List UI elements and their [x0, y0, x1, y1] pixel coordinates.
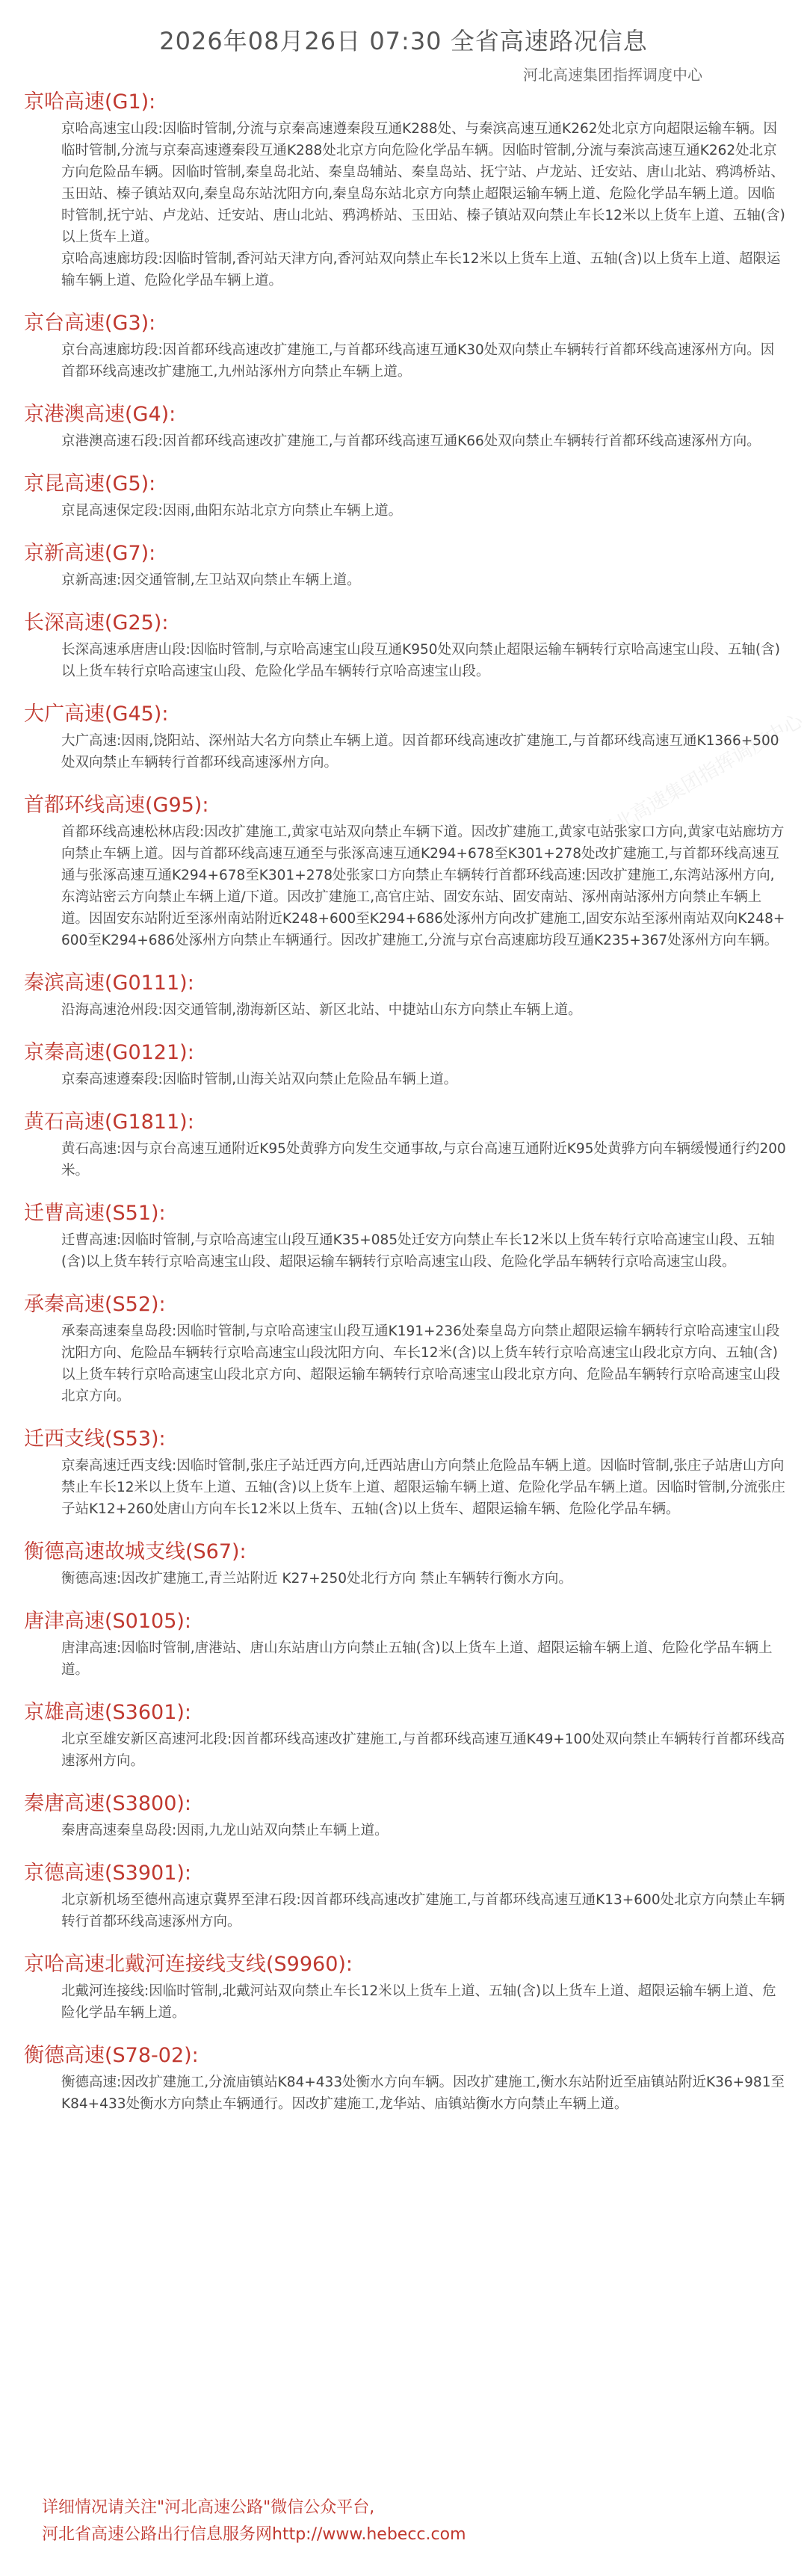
road-section: [24, 700, 786, 773]
road-name: 承秦高速(S52):: [24, 1293, 166, 1316]
road-name: 京秦高速(G0121):: [24, 1041, 194, 1064]
road-name: 京哈高速(G1):: [24, 90, 156, 114]
road-segment-notice: 京港澳高速石段:因首都环线高速改扩建施工,与首都环线高速互通K66处双向禁止车辆转行首都环线高速涿州方向。: [61, 433, 761, 449]
road-segment-notice: 唐津高速:因临时管制,唐港站、唐山东站唐山方向禁止五轴(含)以上货车上道、超限运输车辆上道、危险化学品车辆上道。: [61, 1640, 773, 1678]
road-segment-notice: 承秦高速秦皇岛段:因临时管制,与京哈高速宝山段互通K191+236处秦皇岛方向禁止超限运输车辆转行京哈高速宝山段沈阳方向、危险品车辆转行京哈高速宝山段沈阳方向、车长12米(含)以上货车转行京哈高速宝山段北京方向、五轴(含)以上货车转行京哈高速宝山段北京方向、超限运输车辆转行京哈高速宝山段北京方向、危险品车辆转行京哈高速宝山段北京方向。: [61, 1323, 781, 1404]
road-name: 衡德高速(S78-02):: [24, 2044, 199, 2067]
road-section: [24, 1607, 786, 1681]
watermark-text: 河北高速集团指挥调度中心: [593, 709, 807, 846]
road-name: 京德高速(S3901):: [24, 1862, 192, 1885]
road-name: 唐津高速(S0105):: [24, 1610, 192, 1633]
road-section: [24, 470, 786, 522]
road-section: [24, 1699, 786, 1772]
page-title: 2026年08月26日 07:30 全省高速路况信息: [159, 27, 648, 55]
road-name: 京台高速(G3):: [24, 312, 156, 335]
road-name: 京昆高速(G5):: [24, 472, 156, 495]
road-segment-notice: 长深高速承唐唐山段:因临时管制,与京哈高速宝山段互通K950处双向禁止超限运输车辆转行京哈高速宝山段、五轴(含)以上货车转行京哈高速宝山段、危险化学品车辆转行京哈高速宝山段。: [61, 642, 780, 679]
road-section: [24, 1039, 786, 1090]
road-segment-notice: 首都环线高速松林店段:因改扩建施工,黄家屯站双向禁止车辆下道。因改扩建施工,黄家屯站张家口方向,黄家屯站廊坊方向禁止车辆上道。因与首都环线高速互通至与张涿高速互通K294+678至K301+278处改扩建施工,与首都环线高速互通与张涿高速互通K294+678至K301+278处张家口方向禁止车辆转行首都环线高速:因改扩建施工,东湾站涿州方向,东湾站密云方向禁止车辆上道/下道。因改扩建施工,高官庄站、固安东站、固安南站、涿州南站涿州方向禁止车辆上道。因固安东站附近至涿州南站附近K248+600至K294+686处涿州方向改扩建施工,固安东站至涿州南站双向K248+600至K294+686处涿州方向禁止车辆通行。因改扩建施工,分流与京台高速廊坊段互通K235+367处涿州方向车辆。: [61, 824, 785, 948]
road-segment-notice: 衡德高速:因改扩建施工,青兰站附近 K27+250处北行方向 禁止车辆转行衡水方向。: [61, 1571, 572, 1587]
road-section: [24, 1859, 786, 1933]
road-name: 首都环线高速(G95):: [24, 794, 209, 817]
road-name: 长深高速(G25):: [24, 611, 169, 634]
road-name: 大广高速(G45):: [24, 702, 169, 726]
road-segment-notice: 大广高速:因雨,饶阳站、深州站大名方向禁止车辆上道。因首都环线高速改扩建施工,与首都环线高速互通K1366+500处双向禁止车辆转行首都环线高速涿州方向。: [61, 733, 779, 770]
road-section: [24, 791, 786, 951]
road-segment-notice: 京台高速廊坊段:因首都环线高速改扩建施工,与首都环线高速互通K30处双向禁止车辆转行首都环线高速涿州方向。因首都环线高速改扩建施工,九州站涿州方向禁止车辆上道。: [61, 342, 775, 380]
road-segment-notice: 京秦高速遵秦段:因临时管制,山海关站双向禁止危险品车辆上道。: [61, 1072, 458, 1087]
road-name: 秦滨高速(G0111):: [24, 972, 194, 995]
road-name: 京新高速(G7):: [24, 542, 156, 565]
road-section: [24, 88, 786, 291]
road-segment-notice: 京昆高速保定段:因雨,曲阳东站北京方向禁止车辆上道。: [61, 503, 403, 519]
road-segment-notice: 北京新机场至德州高速京冀界至津石段:因首都环线高速改扩建施工,与首都环线高速互通K13+600处北京方向禁止车辆转行首都环线高速涿州方向。: [61, 1892, 785, 1930]
footer-line-website: 河北省高速公路出行信息服务网http://www.hebecc.com: [42, 2525, 466, 2544]
road-list: [24, 88, 786, 2133]
road-section: [24, 309, 786, 383]
road-section: [24, 1538, 786, 1590]
road-section: [24, 1425, 786, 1520]
road-segment-notice: 北京至雄安新区高速河北段:因首都环线高速改扩建施工,与首都环线高速互通K49+100处双向禁止车辆转行首都环线高速涿州方向。: [61, 1732, 785, 1769]
road-segment-notice: 京哈高速廊坊段:因临时管制,香河站天津方向,香河站双向禁止车长12米以上货车上道、五轴(含)以上货车上道、超限运输车辆上道、危险化学品车辆上道。: [61, 251, 781, 288]
road-name: 黄石高速(G1811):: [24, 1111, 194, 1134]
road-name: 秦唐高速(S3800):: [24, 1792, 192, 1815]
road-section: [24, 401, 786, 452]
road-segment-notice: 京新高速:因交通管制,左卫站双向禁止车辆上道。: [61, 572, 361, 588]
road-segment-notice: 沿海高速沧州段:因交通管制,渤海新区站、新区北站、中捷站山东方向禁止车辆上道。: [61, 1002, 582, 1018]
road-segment-notice: 衡德高速:因改扩建施工,分流庙镇站K84+433处衡水方向车辆。因改扩建施工,衡水东站附近至庙镇站附近K36+981至K84+433处衡水方向禁止车辆通行。因改扩建施工,龙华站、庙镇站衡水方向禁止车辆上道。: [61, 2075, 785, 2112]
road-section: [24, 1291, 786, 1407]
publisher-name: 河北高速集团指挥调度中心: [523, 66, 702, 84]
road-name: 衡德高速故城支线(S67):: [24, 1540, 247, 1563]
road-segment-notice: 京秦高速迁西支线:因临时管制,张庄子站迁西方向,迁西站唐山方向禁止危险品车辆上道。因临时管制,张庄子站唐山方向禁止车长12米以上货车上道、五轴(含)以上货车上道、超限运输车辆上道、危险化学品车辆上道。因临时管制,分流张庄子站K12+260处唐山方向车长12米以上货车、五轴(含)以上货车、超限运输车辆、危险化学品车辆。: [61, 1458, 785, 1517]
road-section: [24, 1199, 786, 1273]
road-section: [24, 1108, 786, 1182]
road-section: [24, 1950, 786, 2024]
road-segment-notice: 京哈高速宝山段:因临时管制,分流与京秦高速遵秦段互通K288处、与秦滨高速互通K262处北京方向超限运输车辆。因临时管制,分流与京秦高速遵秦段互通K288处北京方向危险化学品车辆。因临时管制,分流与秦滨高速互通K262处北京方向危险品车辆。因临时管制,秦皇岛北站、秦皇岛辅站、秦皇岛站、抚宁站、卢龙站、迁安站、唐山北站、鸦鸿桥站、玉田站、榛子镇站双向,秦皇岛东站沈阳方向,秦皇岛东站北京方向禁止超限运输车辆上道、危险化学品车辆上道。因临时管制,抚宁站、卢龙站、迁安站、唐山北站、鸦鸿桥站、玉田站、榛子镇站双向禁止车长12米以上货车上道、五轴(含)以上货车上道。: [61, 121, 785, 245]
road-section: [24, 969, 786, 1021]
footer-line-wechat: 详细情况请关注"河北高速公路"微信公众平台,: [42, 2498, 375, 2517]
road-section: [24, 1790, 786, 1841]
road-section: [24, 2042, 786, 2115]
road-name: 京港澳高速(G4):: [24, 403, 176, 426]
road-name: 京雄高速(S3601):: [24, 1701, 192, 1724]
road-segment-notice: 黄石高速:因与京台高速互通附近K95处黄骅方向发生交通事故,与京台高速互通附近K95处黄骅方向车辆缓慢通行约200米。: [61, 1141, 786, 1179]
road-name: 迁西支线(S53):: [24, 1427, 166, 1451]
road-segment-notice: 北戴河连接线:因临时管制,北戴河站双向禁止车长12米以上货车上道、五轴(含)以上货车上道、超限运输车辆上道、危险化学品车辆上道。: [61, 1983, 776, 2021]
road-section: [24, 540, 786, 591]
road-section: [24, 609, 786, 682]
road-segment-notice: 秦唐高速秦皇岛段:因雨,九龙山站双向禁止车辆上道。: [61, 1823, 389, 1838]
road-name: 京哈高速北戴河连接线支线(S9960):: [24, 1953, 353, 1976]
road-name: 迁曹高速(S51):: [24, 1202, 166, 1225]
footer: [42, 2495, 774, 2548]
road-segment-notice: 迁曹高速:因临时管制,与京哈高速宝山段互通K35+085处迁安方向禁止车长12米以上货车转行京哈高速宝山段、五轴(含)以上货车转行京哈高速宝山段、超限运输车辆转行京哈高速宝山段、危险化学品车辆转行京哈高速宝山段。: [61, 1232, 775, 1270]
